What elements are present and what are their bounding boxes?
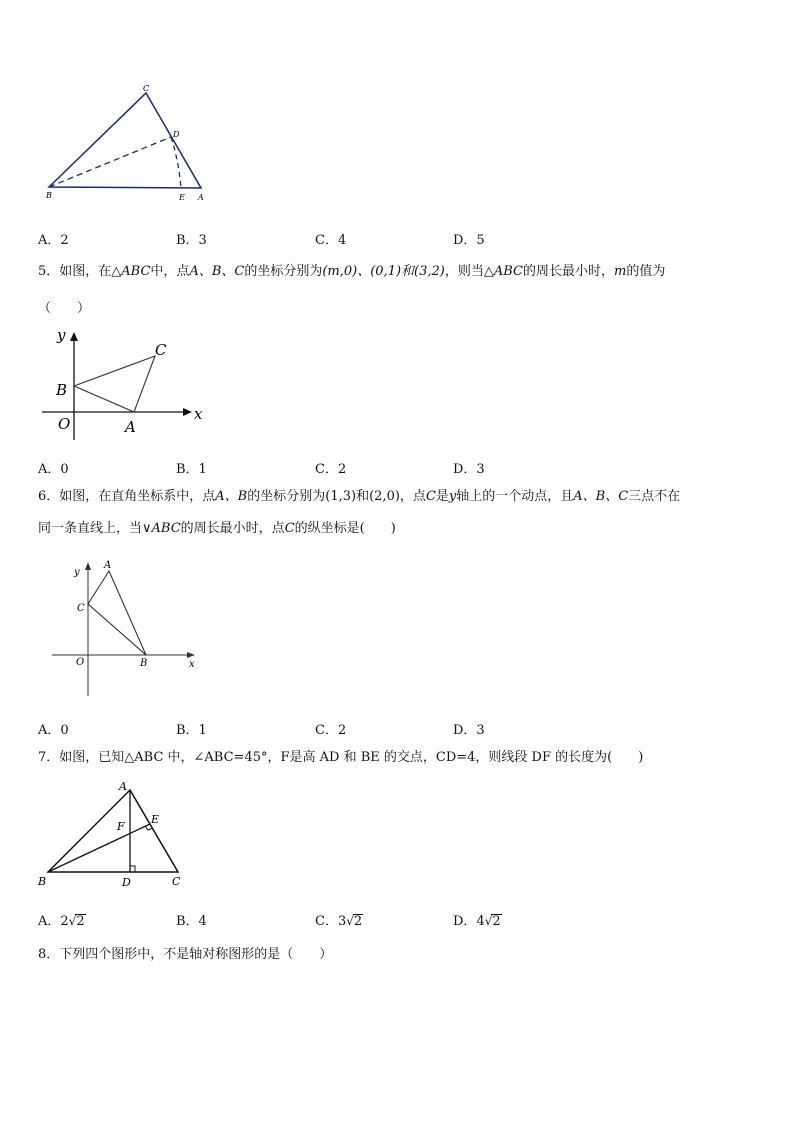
q6-figure: [46, 558, 206, 698]
label-d: D: [173, 130, 180, 139]
label-a: A: [104, 560, 112, 571]
label-a: A: [125, 418, 136, 436]
q6-option-c[interactable]: C．2: [315, 723, 347, 738]
label-y: y: [74, 567, 80, 578]
label-b: B: [56, 381, 68, 399]
q4-option-d[interactable]: D．5: [453, 233, 485, 248]
label-d: D: [122, 876, 131, 889]
label-e: E: [151, 813, 160, 826]
label-o: O: [76, 657, 85, 668]
q6-stem-line1: 6．如图，在直角坐标系中，点A、B的坐标分别为(1,3)和(2,0)，点C是y轴上的一个动点，且A、B、C三点不在: [38, 489, 681, 504]
label-b: B: [140, 658, 148, 669]
q6-stem-line2: 同一条直线上，当∨ABC的周长最小时，点C的纵坐标是( ): [38, 521, 396, 536]
label-o: O: [58, 415, 71, 433]
q4-option-b[interactable]: B．3: [176, 233, 207, 248]
label-x: x: [194, 405, 203, 423]
q6-option-d[interactable]: D．3: [453, 723, 485, 738]
right-angle-d: [130, 866, 135, 872]
triangle-abc: [74, 356, 155, 412]
q5-option-c[interactable]: C．2: [315, 462, 347, 477]
q5-stem: 5．如图，在△ABC中，点A、B、C的坐标分别为(m,0)、(0,1)和(3,2)，则当△ABC的周长最小时，m的值为: [38, 264, 666, 279]
q5-option-a[interactable]: A．0: [38, 462, 69, 477]
triangle-abc: [88, 571, 146, 655]
q7-option-a[interactable]: A．2√2: [38, 914, 85, 929]
q7-stem: 7．如图，已知△ABC 中，∠ABC=45°，F是高 AD 和 BE 的交点，CD=4，则线段 DF 的长度为( ): [38, 750, 644, 765]
label-a: A: [119, 780, 127, 793]
q6-option-b[interactable]: B．1: [176, 723, 207, 738]
q7-option-d[interactable]: D．4√2: [453, 914, 501, 929]
q6-option-a[interactable]: A．0: [38, 723, 69, 738]
y-axis-arrow: [70, 332, 78, 341]
label-c: C: [155, 341, 167, 359]
x-axis-arrow: [187, 652, 195, 658]
q7-option-b[interactable]: B．4: [176, 914, 207, 929]
label-b: B: [46, 191, 52, 200]
x-axis-arrow: [183, 408, 192, 416]
label-c: C: [77, 603, 85, 614]
triangle-abc: [48, 790, 178, 872]
label-y: y: [57, 326, 66, 344]
q4-option-c[interactable]: C．4: [315, 233, 347, 248]
segment-bd: [49, 137, 171, 187]
label-e: E: [179, 193, 185, 202]
q5-answer-paren: （ ）: [38, 301, 91, 316]
label-a: A: [198, 193, 204, 202]
q5-figure: [38, 325, 218, 440]
y-axis-arrow: [85, 562, 91, 570]
label-x: x: [189, 659, 195, 670]
triangle-abc: [49, 93, 201, 188]
q5-option-b[interactable]: B．1: [176, 462, 207, 477]
q4-figure: [40, 80, 220, 210]
label-c: C: [172, 875, 181, 888]
label-b: B: [38, 875, 47, 888]
q7-figure: [34, 780, 194, 890]
q4-option-a[interactable]: A．2: [38, 233, 69, 248]
q5-option-d[interactable]: D．3: [453, 462, 485, 477]
q8-stem: 8．下列四个图形中，不是轴对称图形的是（ ）: [38, 947, 333, 962]
altitude-be: [48, 824, 150, 872]
label-c: C: [143, 84, 150, 93]
label-f: F: [117, 820, 125, 833]
q7-option-c[interactable]: C．3√2: [315, 914, 363, 929]
